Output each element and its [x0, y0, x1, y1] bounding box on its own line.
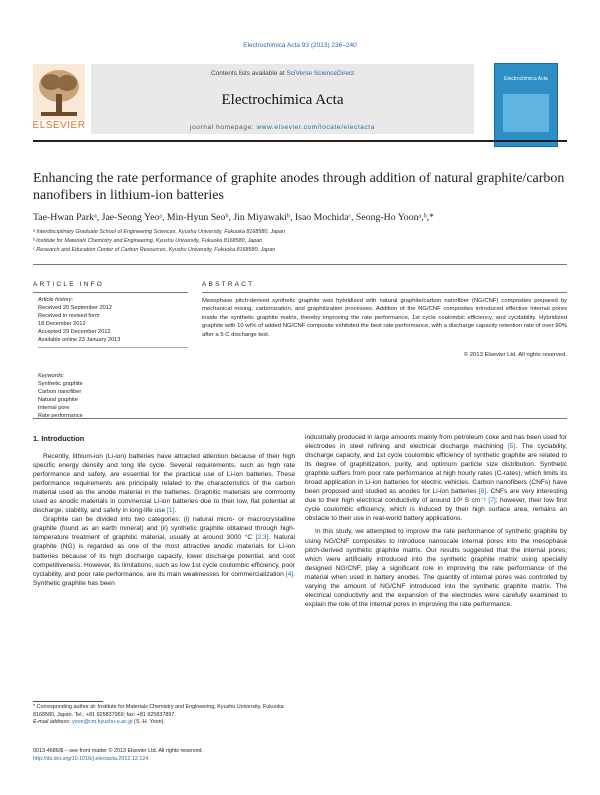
- body-divider: [33, 418, 567, 419]
- keyword: Carbon nanofiber: [38, 389, 82, 396]
- intro-paragraph-1: Recently, lithium-ion (Li-ion) batteries have attracted attention because of their high specific energy density and long life cycle. Several requirements, such as high rate performance and safety, are essential for the practical use of Li-ion batteries. These performance requirements are principally related to the characteristics of the carbon material used as the anode material in the batteries. Graphitic materials are commonly used as anodic materials in commercial Li-ion batteries due to their low, flat potential at discharge, stability, and safety in long-life use [1].: [33, 453, 295, 515]
- footnote-address: * Corresponding author at: Institute for Materials Chemistry and Engineering, Kyushu University, Fukuoka 8168580, Japan. Tel.: +81 925837959; fax: +81 925837897.: [33, 704, 284, 718]
- article-info-rule: [33, 292, 188, 293]
- email-label: E-mail address:: [33, 719, 72, 726]
- cover-graphic: [503, 94, 549, 132]
- issn-line: 0013-4686/$ – see front matter © 2013 Elsevier Ltd. All rights reserved.: [33, 748, 203, 754]
- keyword: Rate performance: [38, 413, 83, 420]
- affiliation-a: ᵃ Interdisciplinary Graduate School of Engineering Sciences, Kyushu University, Fukuoka 8168580, Japan: [33, 229, 286, 235]
- reference-link[interactable]: [1]: [167, 507, 175, 515]
- article-info-heading: ARTICLE INFO: [33, 281, 105, 288]
- header-divider: [33, 140, 567, 142]
- reference-link[interactable]: [7]: [488, 497, 496, 505]
- affiliation-divider: [33, 264, 567, 265]
- publisher-name: ELSEVIER: [32, 120, 86, 131]
- elsevier-tree-logo-icon: [33, 64, 85, 120]
- abstract-copyright: © 2013 Elsevier Ltd. All rights reserved.: [463, 352, 567, 358]
- contents-prefix: Contents lists available at: [210, 70, 287, 77]
- paper-title: Enhancing the rate performance of graphite anodes through addition of natural graphite/carbon nanofibers in lithium-ion batteries: [33, 171, 565, 203]
- abstract-heading: ABSTRACT: [202, 281, 255, 288]
- reference-link[interactable]: [4]: [285, 570, 294, 578]
- email-suffix: (S.-H. Yoon).: [132, 719, 165, 726]
- homepage-url-link[interactable]: www.elsevier.com/locate/electacta: [256, 124, 375, 131]
- journal-cover-thumbnail: [494, 63, 558, 147]
- issn-block: [33, 748, 333, 763]
- history-label: Article history:: [38, 297, 74, 303]
- intro-paragraph-continued: industrially produced in large amounts mainly from petroleum coke and has been used for electrodes in steel refining and electrical discharge machining [5]. The cyclability, discharge capacity, and 1st cycle coulombic efficiency of synthetic graphite are related to its degree of graphitization, purity, and optimum particle size distribution. Synthetic graphite suffers from poor rate performance at high hourly rates (C-rates), which limits its broad application in Li-ion batteries for electric vehicles. Carbon nanofibers (CNFs) have been proposed and studied as anodes for Li-ion batteries [6]. CNFs are very interesting due to their high electrical conductivity of around 10³ S cm⁻¹ [7]; however, their low first cycle coulombic efficiency, which is induced by their high surface area, remains an obstacle to their use in real-world battery applications.: [305, 434, 568, 523]
- keyword: Synthetic graphite: [38, 381, 83, 388]
- email-link[interactable]: yoon@cm.kyushu-u.ac.jp: [71, 719, 133, 726]
- history-item: Received 20 September 2012: [38, 305, 113, 312]
- history-item: 18 December 2012: [38, 321, 86, 328]
- section-heading-introduction: 1. Introduction: [33, 434, 85, 443]
- abstract-text: Mesophase pitch-derived synthetic graphite was hybridized with natural graphite/carbon nanofiber (NG/CNF) composites prepared by mechanical mixing, carbonization, and graphitization processes. Addition of the NG/CNF composites introduced effective internal pores inside the synthetic graphite matrix, thereby improving the rate performance, 1st cycle coulombic efficiency, and cycdability. Hybridized graphite with 10 wt% of added NG/CNF composite exhibited the best rate performance, with a discharge capacity retention rate of over 90% after a 5 C discharge test.: [202, 298, 567, 338]
- history-item: Accepted 29 December 2012: [38, 329, 111, 336]
- history-item: Available online 23 January 2013: [38, 337, 121, 344]
- history-item: Received in revised form: [38, 313, 100, 320]
- homepage-prefix: journal homepage:: [190, 124, 257, 131]
- journal-homepage: [91, 124, 474, 131]
- author-list: Tae-Hwan Parkᵃ, Jae-Seong Yeoᵃ, Min-Hyun Seoᵇ, Jin Miyawakiᵇ, Isao Mochidaᶜ, Seong-Ho Yoonᵃ,ᵇ,*: [33, 212, 434, 223]
- cover-title: Electrochimica Acta: [504, 76, 548, 82]
- footnote-divider: [33, 701, 103, 702]
- history-divider: [38, 347, 188, 348]
- reference-link[interactable]: [2,3]: [255, 534, 269, 542]
- reference-link[interactable]: [5]: [507, 443, 516, 451]
- journal-title: Electrochimica Acta: [221, 92, 344, 108]
- keyword: Natural graphite: [38, 397, 78, 404]
- footnote-email-line: [33, 719, 295, 727]
- sciencedirect-link[interactable]: SciVerse ScienceDirect: [286, 70, 355, 77]
- corresponding-author-footnote: [33, 704, 295, 727]
- affiliation-c: ᶜ Research and Education Center of Carbon Resources, Kyushu University, Fukuoka 8168580, Japan: [33, 247, 276, 253]
- keywords-block: [38, 372, 188, 421]
- reference-link[interactable]: [6]: [478, 488, 487, 496]
- doi-link[interactable]: http://dx.doi.org/10.1016/j.electacta.2012.12.124: [33, 755, 149, 762]
- journal-citation: Electrochimica Acta 93 (2013) 236–240: [243, 42, 357, 49]
- abstract-rule: [202, 292, 567, 293]
- keyword: Internal pore: [38, 405, 70, 412]
- left-column: [33, 452, 295, 588]
- right-column: [305, 433, 567, 609]
- keywords-label: Keywords:: [38, 373, 65, 379]
- article-history: [38, 296, 188, 345]
- intro-paragraph-2: Graphite can be divided into two categories: (i) natural micro- or macrocrystalline graphite (found as an earth mineral) and (ii) synthetic graphite obtained through high-temperature treatment of graphitic material, usually at around 3000 °C [2,3]. Natural graphite (NG) is regarded as one of the most attractive anodic materials for Li-ion batteries because of its high discharge capacity, lower discharge potential, and cost competitiveness. However, its limitations, such as low 1st cycle coulombic efficiency, poor cyclability, and poor rate performance, are its main weaknesses for commercialization [4]. Synthetic graphite has been: [33, 516, 295, 587]
- intro-paragraph-3: In this study, we attempted to improve the rate performance of synthetic graphite by using NG/CNF composites to introduce nanoscale internal pores into the mesophase pitch-derived synthetic graphite matrix. Our results suggested that the internal pores, which were artificially introduced into the synthetic graphite matrix using specially designed NG/CNF, play a significant role in improving the rate performance of the material when used in battery anodes. The quantity of internal pores was controlled by varying the amount of NG/CNF introduced into the synthetic graphite matrix. The electrical conductivity and the expansion of the electrodes were carefully examined to explain the role of the internal pores in improving the rate performance.: [305, 528, 567, 608]
- contents-line: [91, 70, 474, 77]
- affiliation-b: ᵇ Institute for Materials Chemistry and Engineering, Kyushu University, Fukuoka 8168580, Japan: [33, 238, 263, 244]
